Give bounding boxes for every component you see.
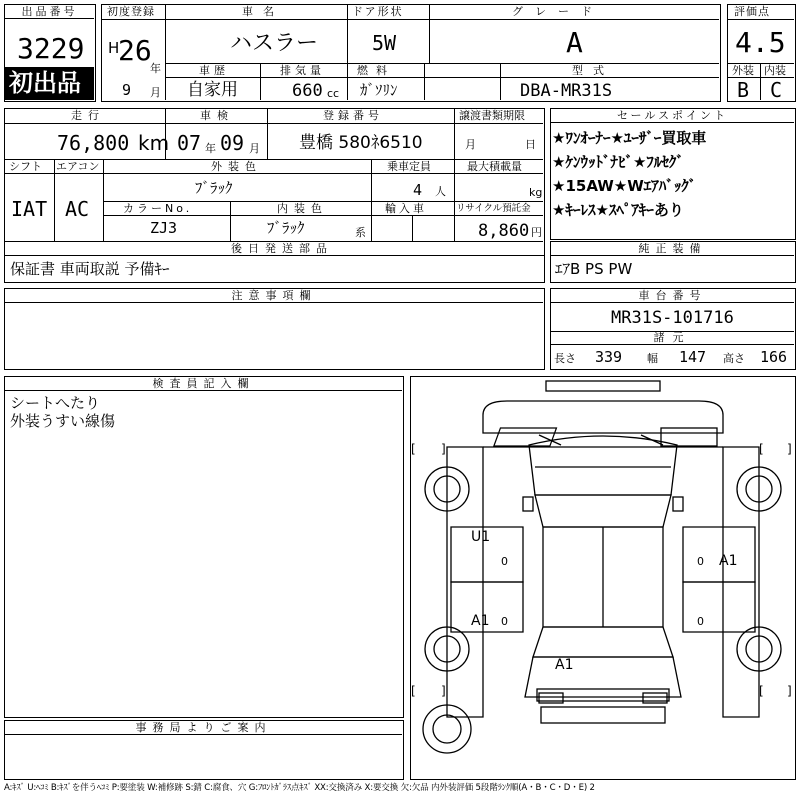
equipment-label: 純正装備	[551, 242, 794, 256]
displacement-label: 排気量	[280, 64, 325, 77]
mileage: 76,800	[57, 131, 130, 155]
capacity-label: 乗車定員	[387, 160, 431, 173]
inspection-year-unit: 年	[205, 142, 216, 155]
displacement: 660	[292, 81, 323, 101]
lot-label: 出品番号	[5, 5, 94, 19]
recycle-label: リサイクル預託金	[456, 203, 531, 214]
color-no-label: カラーNo.	[123, 202, 193, 215]
bracket-mark: ]	[441, 684, 446, 698]
transfer-label: 譲渡書類期限	[459, 109, 525, 122]
vehicle-header	[101, 4, 721, 102]
sales-points-label: セールスポイント	[551, 109, 794, 123]
inspector-box	[4, 376, 404, 718]
mileage-label: 走行	[71, 109, 105, 122]
length-label: 長さ	[554, 352, 576, 365]
score-box	[727, 4, 796, 102]
equipment: ｴｱB PS PW	[555, 260, 633, 278]
import-label: 輸入車	[385, 202, 427, 215]
width-label: 幅	[647, 352, 658, 365]
interior-grade: C	[770, 78, 783, 102]
damage-mark: A1	[719, 553, 738, 569]
recycle-unit: 円	[531, 226, 542, 239]
history-label: 車歴	[199, 64, 229, 77]
color-no: ZJ3	[150, 219, 178, 237]
lot-box	[4, 4, 96, 102]
int-color: ﾌﾞﾗｯｸ	[267, 219, 305, 237]
bracket-mark: [	[759, 442, 764, 456]
grade: A	[566, 26, 583, 59]
inspection-label: 車検	[200, 109, 234, 122]
history: 自家用	[187, 80, 238, 100]
car-name-label: 車名	[242, 5, 284, 18]
bracket-mark: [	[411, 442, 416, 456]
damage-mark: U1	[471, 529, 491, 545]
fuel: ｶﾞｿﾘﾝ	[360, 81, 398, 99]
inspector-label: 検査員記入欄	[5, 377, 402, 391]
ac-label: エアコン	[56, 160, 100, 173]
length: 339	[595, 348, 623, 366]
office-box	[4, 720, 404, 780]
damage-zero: 0	[697, 555, 704, 568]
lot-number: 3229	[17, 32, 85, 65]
exterior-label: 外装	[732, 64, 754, 77]
door: 5W	[372, 31, 397, 55]
sales-point-2: ★ｹﾝｳｯﾄﾞﾅﾋﾞ★ﾌﾙｾｸﾞ	[552, 153, 684, 171]
transfer-day: 日	[525, 138, 536, 151]
notes-label: 注意事項欄	[5, 289, 543, 303]
width: 147	[679, 348, 707, 366]
score: 4.5	[735, 26, 786, 59]
chassis-number: MR31S-101716	[611, 308, 734, 328]
first-time-text: 初出品	[9, 69, 81, 97]
door-label: ドア形状	[352, 5, 404, 18]
later-parts: 保証書 車両取説 予備ｷｰ	[10, 260, 170, 278]
capacity: 4	[413, 181, 423, 199]
interior-label: 内装	[764, 64, 786, 77]
ext-color: ﾌﾞﾗｯｸ	[195, 179, 233, 197]
inspection-month: 09	[220, 131, 245, 155]
grade-label: グレード	[512, 5, 604, 18]
shift: IAT	[11, 197, 48, 221]
bracket-mark: [	[411, 684, 416, 698]
notes-box	[4, 288, 545, 370]
reg-month: 9	[122, 81, 132, 99]
height: 166	[760, 348, 788, 366]
reg-year-unit: 年	[150, 62, 161, 75]
car-diagram-box	[410, 376, 796, 780]
inspector-note-2: 外装うすい線傷	[10, 412, 116, 430]
fuel-label: 燃料	[357, 64, 395, 77]
sales-point-1: ★ﾜﾝｵｰﾅｰ★ﾕｰｻﾞｰ買取車	[552, 129, 707, 147]
car-name: ハスラー	[230, 31, 319, 56]
first-reg-label: 初度登録	[107, 5, 155, 18]
reg-year: 26	[118, 34, 152, 67]
load-label: 最大積載量	[467, 160, 522, 173]
chassis-box	[550, 288, 796, 370]
int-color-suffix: 系	[355, 226, 366, 239]
model: DBA-MR31S	[520, 81, 613, 101]
reg-month-unit: 月	[150, 86, 161, 99]
shift-label: シフト	[9, 160, 42, 173]
damage-mark: A1	[471, 613, 490, 629]
plate: 豊橋 580ﾈ6510	[299, 133, 423, 153]
dims-label: 諸元	[551, 331, 794, 345]
load-unit: kg	[529, 186, 543, 199]
inspector-note-1: シートへたり	[10, 394, 101, 412]
score-label: 評価点	[734, 5, 770, 18]
sales-point-4: ★ｷｰﾚｽ★ｽﾍﾟｱｷｰあり	[552, 201, 684, 219]
displacement-unit: cc	[327, 87, 340, 100]
height-label: 高さ	[723, 352, 745, 365]
details-box	[4, 108, 545, 256]
sales-points-box	[550, 108, 796, 240]
era: H	[108, 39, 120, 57]
car-diagram	[411, 377, 794, 778]
later-parts-box	[4, 255, 545, 283]
transfer-month: 月	[465, 138, 476, 151]
later-parts-label: 後日発送部品	[231, 242, 333, 255]
damage-zero: 0	[501, 555, 508, 568]
recycle: 8,860	[478, 221, 530, 241]
bracket-mark: ]	[441, 442, 446, 456]
damage-zero: 0	[501, 615, 508, 628]
legend: A:ｷｽﾞ U:ﾍｺﾐ B:ｷｽﾞを伴うﾍｺﾐ P:要塗装 W:補修跡 S:錆 C:腐食、穴 G:ﾌﾛﾝﾄｶﾞﾗｽ点ｷｽﾞ XX:交換済み X:要交換 欠:欠品 内外装評価 5段階ﾗﾝｸ順(A・B・C・D・E) 2	[4, 783, 595, 793]
ext-color-label: 外装色	[211, 160, 262, 173]
chassis-label: 車台番号	[551, 289, 794, 303]
capacity-unit: 人	[435, 185, 446, 198]
plate-label: 登録番号	[323, 109, 383, 122]
inspection-month-unit: 月	[249, 142, 260, 155]
first-time-badge	[5, 67, 94, 100]
damage-zero: 0	[697, 615, 704, 628]
bracket-mark: ]	[787, 442, 792, 456]
equipment-box	[550, 241, 796, 283]
damage-mark: A1	[555, 657, 574, 673]
model-label: 型式	[572, 64, 614, 77]
bracket-mark: [	[759, 684, 764, 698]
sales-point-3: ★15AW★Wｴｱﾊﾞｯｸﾞ	[552, 177, 697, 195]
office-label: 事務局よりご案内	[5, 721, 402, 735]
bracket-mark: ]	[787, 684, 792, 698]
mileage-unit: km	[138, 131, 170, 155]
ac: AC	[65, 197, 90, 221]
int-color-label: 内装色	[277, 202, 328, 215]
exterior-grade: B	[737, 78, 750, 102]
inspection-year: 07	[177, 131, 202, 155]
